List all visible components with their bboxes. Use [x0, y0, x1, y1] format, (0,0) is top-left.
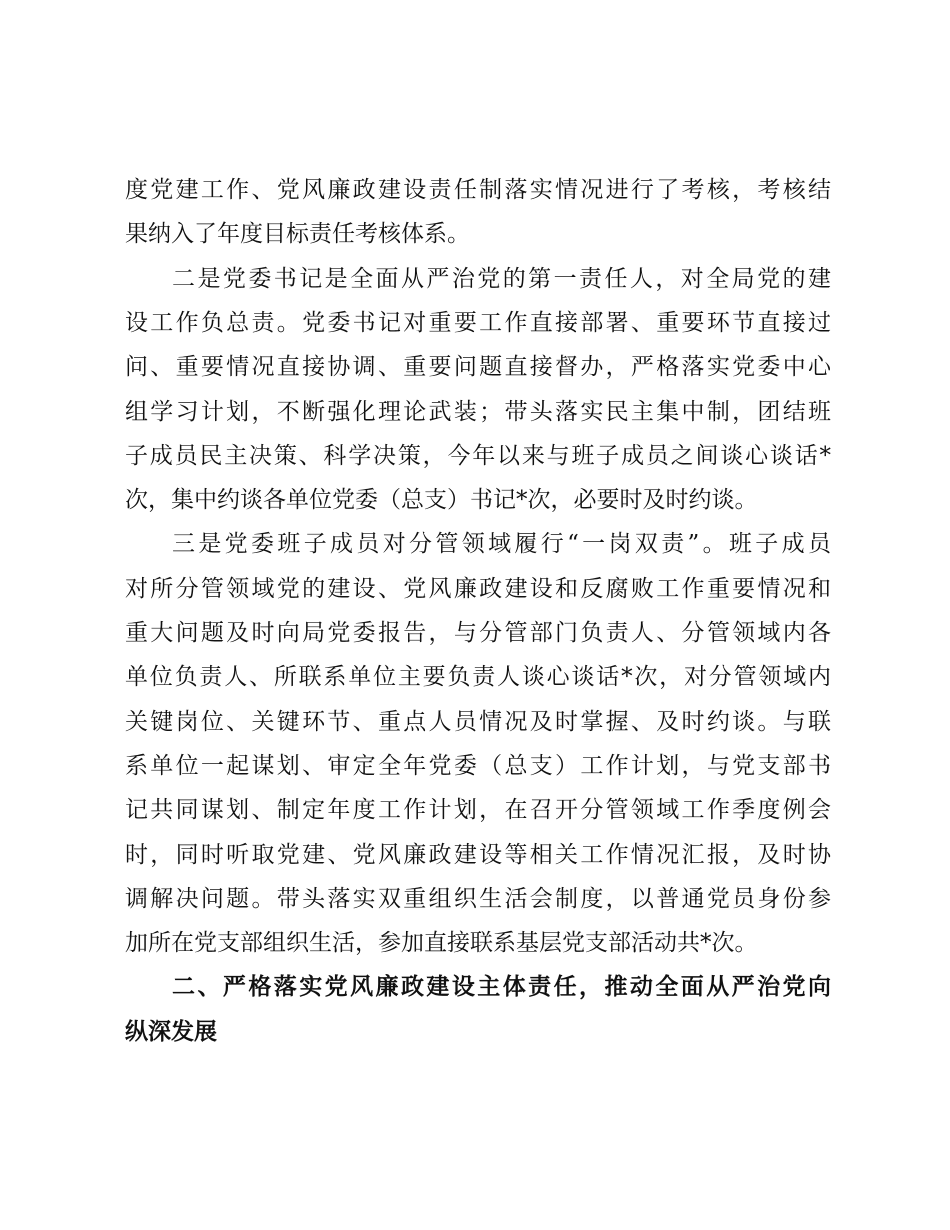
text-line: 时，同时听取党建、党风廉政建设等相关工作情况汇报，及时协	[125, 841, 831, 868]
text-line: 子成员民主决策、科学决策，今年以来与班子成员之间谈心谈话*	[125, 442, 831, 469]
text-line: 系单位一起谋划、审定全年党委（总支）工作计划，与党支部书	[125, 752, 831, 779]
text-line: 三是党委班子成员对分管领域履行“一岗双责”。班子成员	[172, 531, 831, 558]
text-line: 纵深发展	[125, 1018, 217, 1045]
text-line: 重大问题及时向局党委报告，与分管部门负责人、分管领域内各	[125, 620, 831, 646]
text-line: 二是党委书记是全面从严治党的第一责任人，对全局党的建	[172, 265, 831, 292]
text-line: 度党建工作、党风廉政建设责任制落实情况进行了考核，考核结	[125, 177, 831, 203]
text-line: 果纳入了年度目标责任考核体系。	[125, 221, 470, 248]
text-line: 记共同谋划、制定年度工作计划，在召开分管领域工作季度例会	[125, 797, 831, 824]
text-line: 二、严格落实党风廉政建设主体责任，推动全面从严治党向	[172, 974, 831, 1001]
text-line: 单位负责人、所联系单位主要负责人谈心谈话*次，对分管领域内	[125, 664, 831, 691]
text-line: 次，集中约谈各单位党委（总支）书记*次，必要时及时约谈。	[125, 487, 758, 514]
text-line: 关键岗位、关键环节、重点人员情况及时掌握、及时约谈。与联	[125, 708, 831, 735]
text-line: 设工作负总责。党委书记对重要工作直接部署、重要环节直接过	[125, 309, 831, 336]
text-line: 调解决问题。带头落实双重组织生活会制度，以普通党员身份参	[125, 885, 831, 912]
text-line: 对所分管领域党的建设、党风廉政建设和反腐败工作重要情况和	[125, 575, 831, 602]
text-line: 加所在党支部组织生活，参加直接联系基层党支部活动共*次。	[125, 930, 758, 957]
text-line: 组学习计划，不断强化理论武装；带头落实民主集中制，团结班	[125, 398, 831, 425]
text-line: 问、重要情况直接协调、重要问题直接督办，严格落实党委中心	[125, 354, 831, 381]
